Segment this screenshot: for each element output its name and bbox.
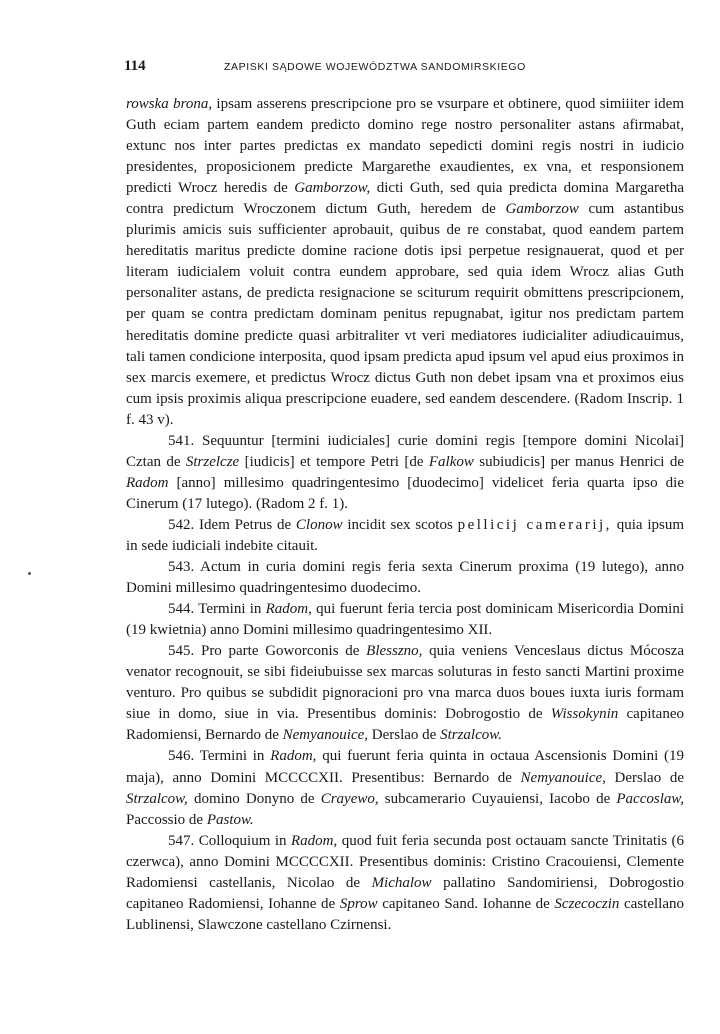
place-name: Gamborzow xyxy=(505,201,579,218)
text-run: Paccossio de xyxy=(126,811,207,828)
text-run: 545. Pro parte Goworconis de xyxy=(168,643,367,660)
place-name: Sprow xyxy=(339,895,378,912)
text-run: 546. Termini in xyxy=(168,748,271,765)
text-run: 543. Actum in curia domini regis feria sexta Cinerum proxima (19 lutego), anno Domini millesimo quadringentesimo duodecimo. xyxy=(126,559,684,597)
entry-546 xyxy=(126,746,684,830)
text-run: 547. Colloquium in xyxy=(168,832,291,849)
text-run: Derslao de xyxy=(605,769,684,786)
page-header xyxy=(124,58,680,82)
text-run: qui fuerunt feria quinta in octaua Ascensionis Domini (19 maja), anno Domini MCCCCXII. Presentibus: Bernardo de xyxy=(126,748,684,786)
text-run: qui fuerunt feria tercia post dominicam Misericordia Domini (19 kwietnia) anno Domini millesimo quadringentesimo XII. xyxy=(126,601,684,639)
text-run: capitaneo Sand. Iohanne de xyxy=(377,895,555,912)
text-run: quia ipsum in sede iudiciali indebite citauit. xyxy=(126,516,685,554)
text-run: 544. Termini in xyxy=(168,601,266,618)
entry-547 xyxy=(126,831,684,936)
place-name: Clonow xyxy=(295,516,343,533)
place-name: Sczecoczin xyxy=(554,895,620,912)
text-run: 542. Idem Petrus de xyxy=(168,516,296,533)
place-name: Michalow xyxy=(371,874,432,891)
text-run: dicti Guth, sed quia predicta domina Margaretha contra predictum Wroczonem dictum Guth, heredem de xyxy=(126,180,684,218)
place-name: rowska brona, xyxy=(126,96,213,112)
text-run: quod fuit feria secunda post octauam sancte Trinitatis (6 czerwca), anno Domini MCCCCXII. Presentibus dominis: Cristino Cracouiensi, Clemente Radomiensi castellanis, Nicolao de xyxy=(126,832,684,891)
text-run: ipsam asserens prescripcione pro se vsurpare et obtinere, quod simiiiter idem Guth eciam partem eandem predicto domino rege nostro personaliter astans afirmabat, extunc nos inter partes predictas ex mandato sepedicti domini regis nostri in iudicio presidentes, proposicionem predicte Margarethe exaudientes, ex vna, et responsionem predicti Wrocz heredis de xyxy=(126,96,684,197)
place-name: Nemyanouice, xyxy=(282,727,369,744)
text-run: capitaneo Radomiensi, Bernardo de xyxy=(126,706,684,744)
place-name: Blesszno, xyxy=(366,643,423,660)
running-title: ZAPISKI SĄDOWE WOJEWÓDZTWA SANDOMIRSKIEGO xyxy=(224,61,526,73)
place-name: Radom, xyxy=(270,748,317,765)
page-number: 114 xyxy=(124,58,146,74)
text-run: quia veniens Venceslaus dictus Mócosza venator recognouit, se sibi fideiubuisse sex marcas soluturas in festo sancti Martini proxime venturo. Pro quibus se subdidit pignoracioni pro vna marca duos boues iuxta iuris formam siue in domo, siue in via. Presentibus dominis: Dobrogostio de xyxy=(126,643,685,723)
place-name: Strzelcze xyxy=(185,453,240,470)
body-text xyxy=(126,94,684,936)
place-name: Nemyanouice, xyxy=(520,769,606,786)
place-name: Strzalcow. xyxy=(440,727,502,744)
entry-541 xyxy=(126,431,684,515)
place-name: Radom xyxy=(126,474,169,491)
entry-543 xyxy=(126,557,684,599)
margin-mark xyxy=(28,572,31,575)
place-name: Pastow. xyxy=(206,811,254,828)
place-name: Gamborzow, xyxy=(294,180,371,197)
place-name: Falkow xyxy=(428,453,474,470)
text-run: [anno] millesimo quadringentesimo [duodecimo] videlicet feria quarta ipso die Cinerum (17 lutego). (Radom 2 f. 1). xyxy=(126,474,684,512)
place-name: Radom, xyxy=(290,832,338,849)
place-name: Strzalcow, xyxy=(126,790,188,807)
text-run: Derslao de xyxy=(368,727,441,744)
text-run: incidit sex scotos xyxy=(342,516,458,533)
text-run: pallatino Sandomiriensi, Dobrogostio capitaneo Radomiensi, Iohanne de xyxy=(126,874,684,912)
text-run: 541. Sequuntur [termini iudiciales] curie domini regis [tempore domini Nicolai] Cztan de xyxy=(126,432,684,470)
text-run: cum astantibus plurimis amicis suis sufficienter aprobauit, quibus de re constabat, quod eandem partem hereditatis maritus predicte domine racione dotis ipsi perpetue resignauerat, quod et per literam iudicialem voluit contra eundem approbare, sed quia idem Wrocz alias Guth personaliter astans, de predicta resignacione se sciturum requirit obmittens prescripcionem, per quam se contra predictam dominam penitus repugnabat, igitur nos predictam partem hereditatis domine predicte quasi arbitraliter vt veri mediatores iudicialiter adiudicauimus, tali tamen condicione interposita, quod ipsam predicta apud ipsum vel apud eius proximos in sex marcis exemere, et predictus Wrocz dictus Guth non debet ipsam vna et proximos eius cum ipsis proximis aliqua prescripcione euadere, sed eandem descendere. (Radom Inscrip. 1 f. 43 v). xyxy=(126,201,684,428)
place-name: Wissokynin xyxy=(550,706,619,723)
text-run: subiudicis] per manus Henrici de xyxy=(473,453,684,470)
text-run: subcamerario Cuyauiensi, Iacobo de xyxy=(378,790,617,807)
paragraph-540-continuation xyxy=(126,94,684,431)
entry-545 xyxy=(126,641,684,746)
entry-544 xyxy=(126,599,684,641)
text-run: [iudicis] et tempore Petri [de xyxy=(239,453,429,470)
place-name: Paccoslaw, xyxy=(616,790,684,807)
place-name: Radom, xyxy=(265,601,312,618)
text-run: castellano Lublinensi, Slawczone castellano Czirnensi. xyxy=(126,895,684,933)
place-name: Crayewo, xyxy=(320,790,379,807)
spaced-text: pellicij camerarij, xyxy=(457,516,612,533)
text-run: domino Donyno de xyxy=(187,790,321,807)
entry-542 xyxy=(126,515,684,557)
